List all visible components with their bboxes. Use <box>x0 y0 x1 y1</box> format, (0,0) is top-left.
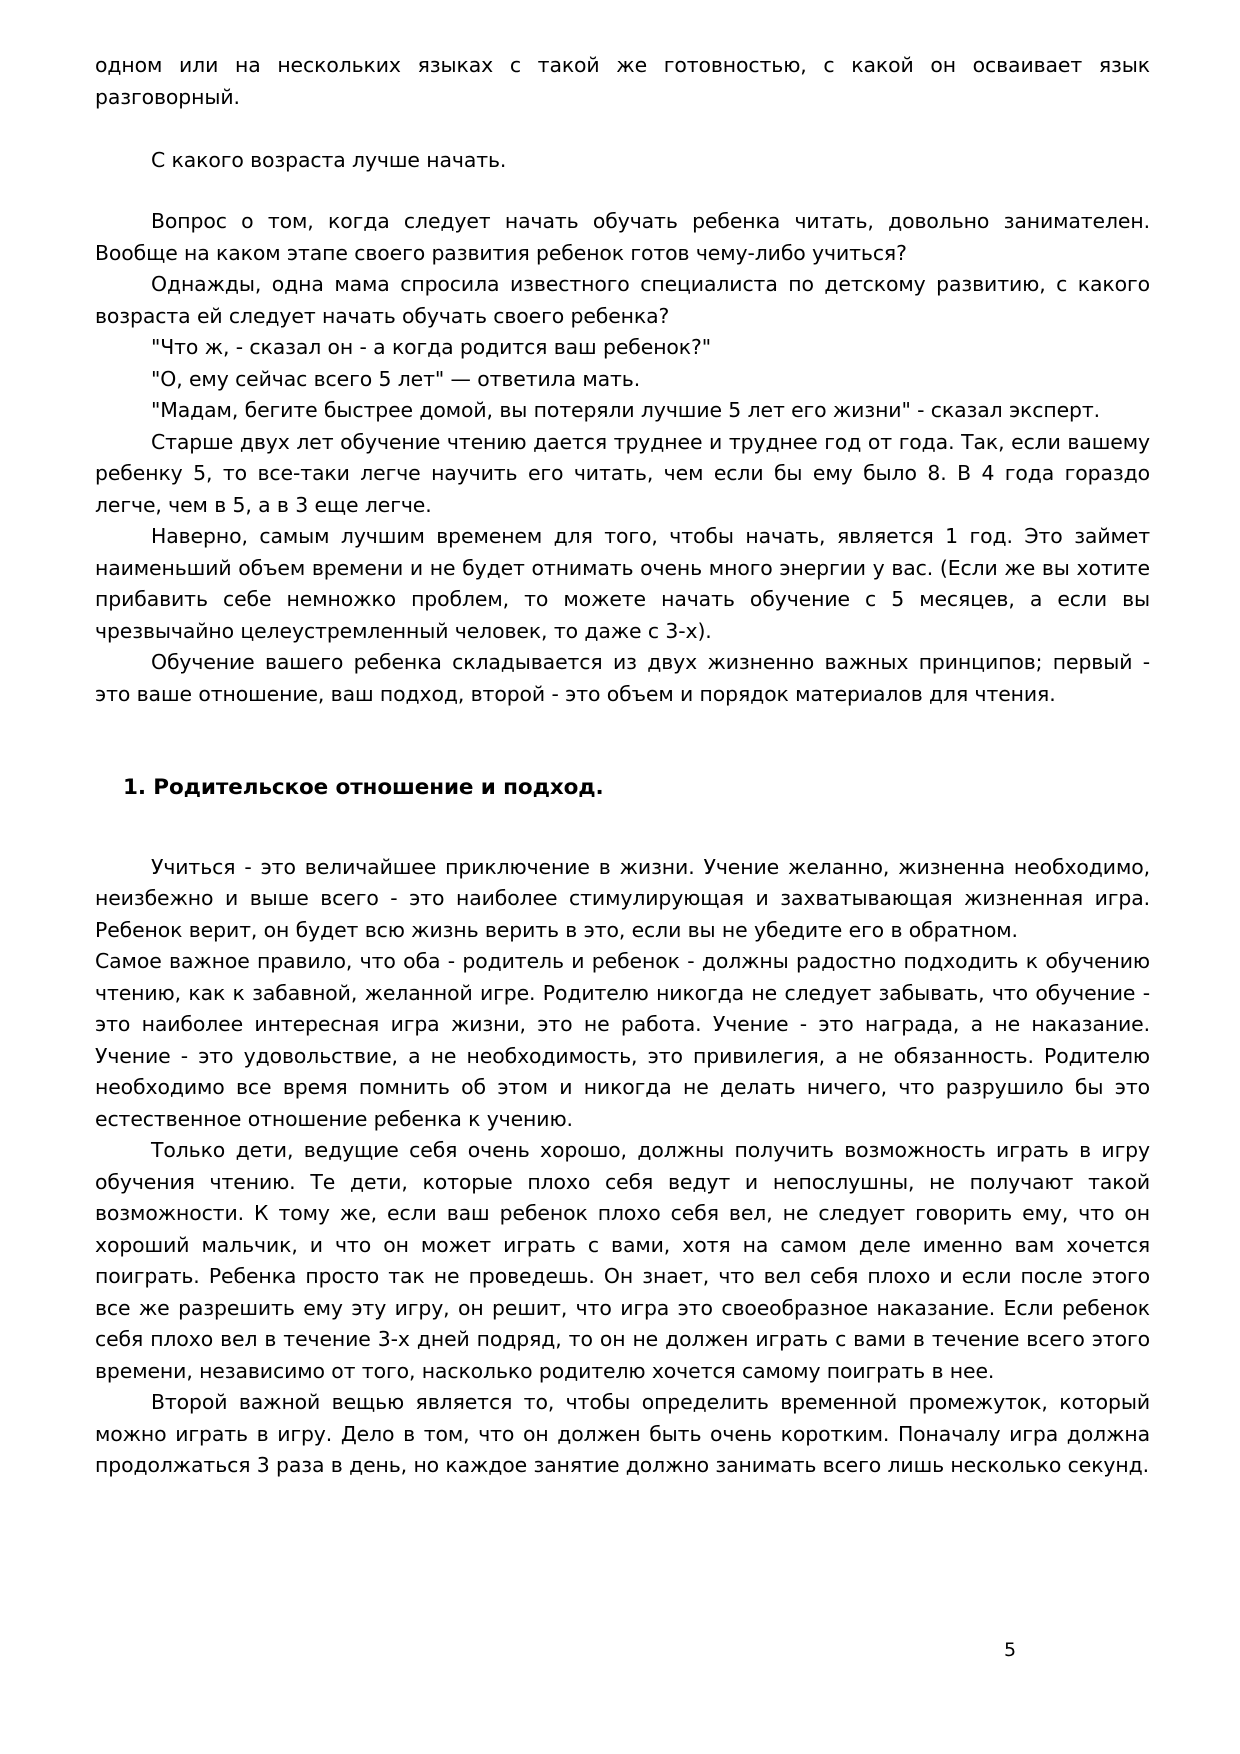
paragraph-4: Наверно, самым лучшим временем для того, чтобы начать, является 1 год. Это займет наименьший объем времени и не будет отнимать очень много энергии у вас. (Если же вы хотите прибавить себе немножко проблем, то можете начать обучение с 5 месяцев, а если вы чрезвычайно целеустремленный человек, то даже с 3-х). <box>95 524 1150 643</box>
paragraph-3: Старше двух лет обучение чтению дается труднее и труднее год от года. Так, если вашему ребенку 5, то все-таки легче научить его читать, чем если бы ему было 8. В 4 года гораздо легче, чем в 5, а в 3 еще легче. <box>95 429 1150 517</box>
spacer <box>95 113 1150 145</box>
spacer <box>95 710 1150 772</box>
paragraph-6: Учиться - это величайшее приключение в жизни. Учение желанно, жизненна необходимо, неизбежно и выше всего - это наиболее стимулирующая и захватывающая жизненная игра. Ребенок верит, он будет всю жизнь верить в это, если вы не убедите его в обратном. <box>95 854 1150 942</box>
spacer <box>95 804 1150 852</box>
spacer <box>95 176 1150 206</box>
quote-1: "Что ж, - сказал он - а когда родится ваш ребенок?" <box>151 335 712 359</box>
paragraph-continued: одном или на нескольких языках с такой же готовностью, с какой он осваивает язык разговорный. <box>95 53 1150 109</box>
quote-2: "О, ему сейчас всего 5 лет" — ответила мать. <box>151 366 641 391</box>
paragraph-7: Самое важное правило, что оба - родитель и ребенок - должны радостно подходить к обучению чтению, как к забавной, желанной игре. Родителю никогда не следует забывать, что обучение - это наиболее интересная игра жизни, это не работа. Учение - это награда, а не наказание. Учение - это удовольствие, а не необходимость, это привилегия, а не обязанность. Родителю необходимо все время помнить об этом и никогда не делать ничего, что разрушило бы это естественное отношение ребенка к учению. <box>95 949 1150 1131</box>
subheading-line: С какого возраста лучше начать. <box>151 147 507 172</box>
paragraph-5: Обучение вашего ребенка складывается из двух жизненно важных принципов; первый - это ваше отношение, ваш подход, второй - это объем и порядок материалов для чтения. <box>95 650 1150 706</box>
quote-3: "Мадам, бегите быстрее домой, вы потеряли лучшие 5 лет его жизни" - сказал эксперт. <box>151 398 1101 422</box>
page-number: 5 <box>1004 1639 1017 1661</box>
section-heading: 1. Родительское отношение и подход. <box>123 775 604 800</box>
paragraph-1: Вопрос о том, когда следует начать обучать ребенка читать, довольно занимателен. Вообще на каком этапе своего развития ребенок готов чему-либо учиться? <box>95 209 1150 265</box>
paragraph-2: Однажды, одна мама спросила известного специалиста по детскому развитию, с какого возраста ей следует начать обучать своего ребенка? <box>95 272 1150 328</box>
paragraph-8: Только дети, ведущие себя очень хорошо, должны получить возможность играть в игру обучения чтению. Те дети, которые плохо себя ведут и непослушны, не получают такой возможности. К тому же, если ваш ребенок плохо себя вел, не следует говорить ему, что он хороший мальчик, и что он может играть с вами, хотя на самом деле именно вам хочется поиграть. Ребенка просто так не проведешь. Он знает, что вел себя плохо и если после этого все же разрешить ему эту игру, он решит, что игра это своеобразное наказание. Если ребенок себя плохо вел в течение 3-х дней подряд, то он не должен играть с вами в течение всего этого времени, независимо от того, насколько родителю хочется самому поиграть в нее. <box>95 1138 1150 1383</box>
paragraph-9: Второй важной вещью является то, чтобы определить временной промежуток, который можно играть в игру. Дело в том, что он должен быть очень коротким. Поначалу игра должна продолжаться 3 раза в день, но каждое занятие должно занимать всего лишь несколько секунд. <box>95 1390 1150 1477</box>
page-content <box>95 50 1150 1482</box>
